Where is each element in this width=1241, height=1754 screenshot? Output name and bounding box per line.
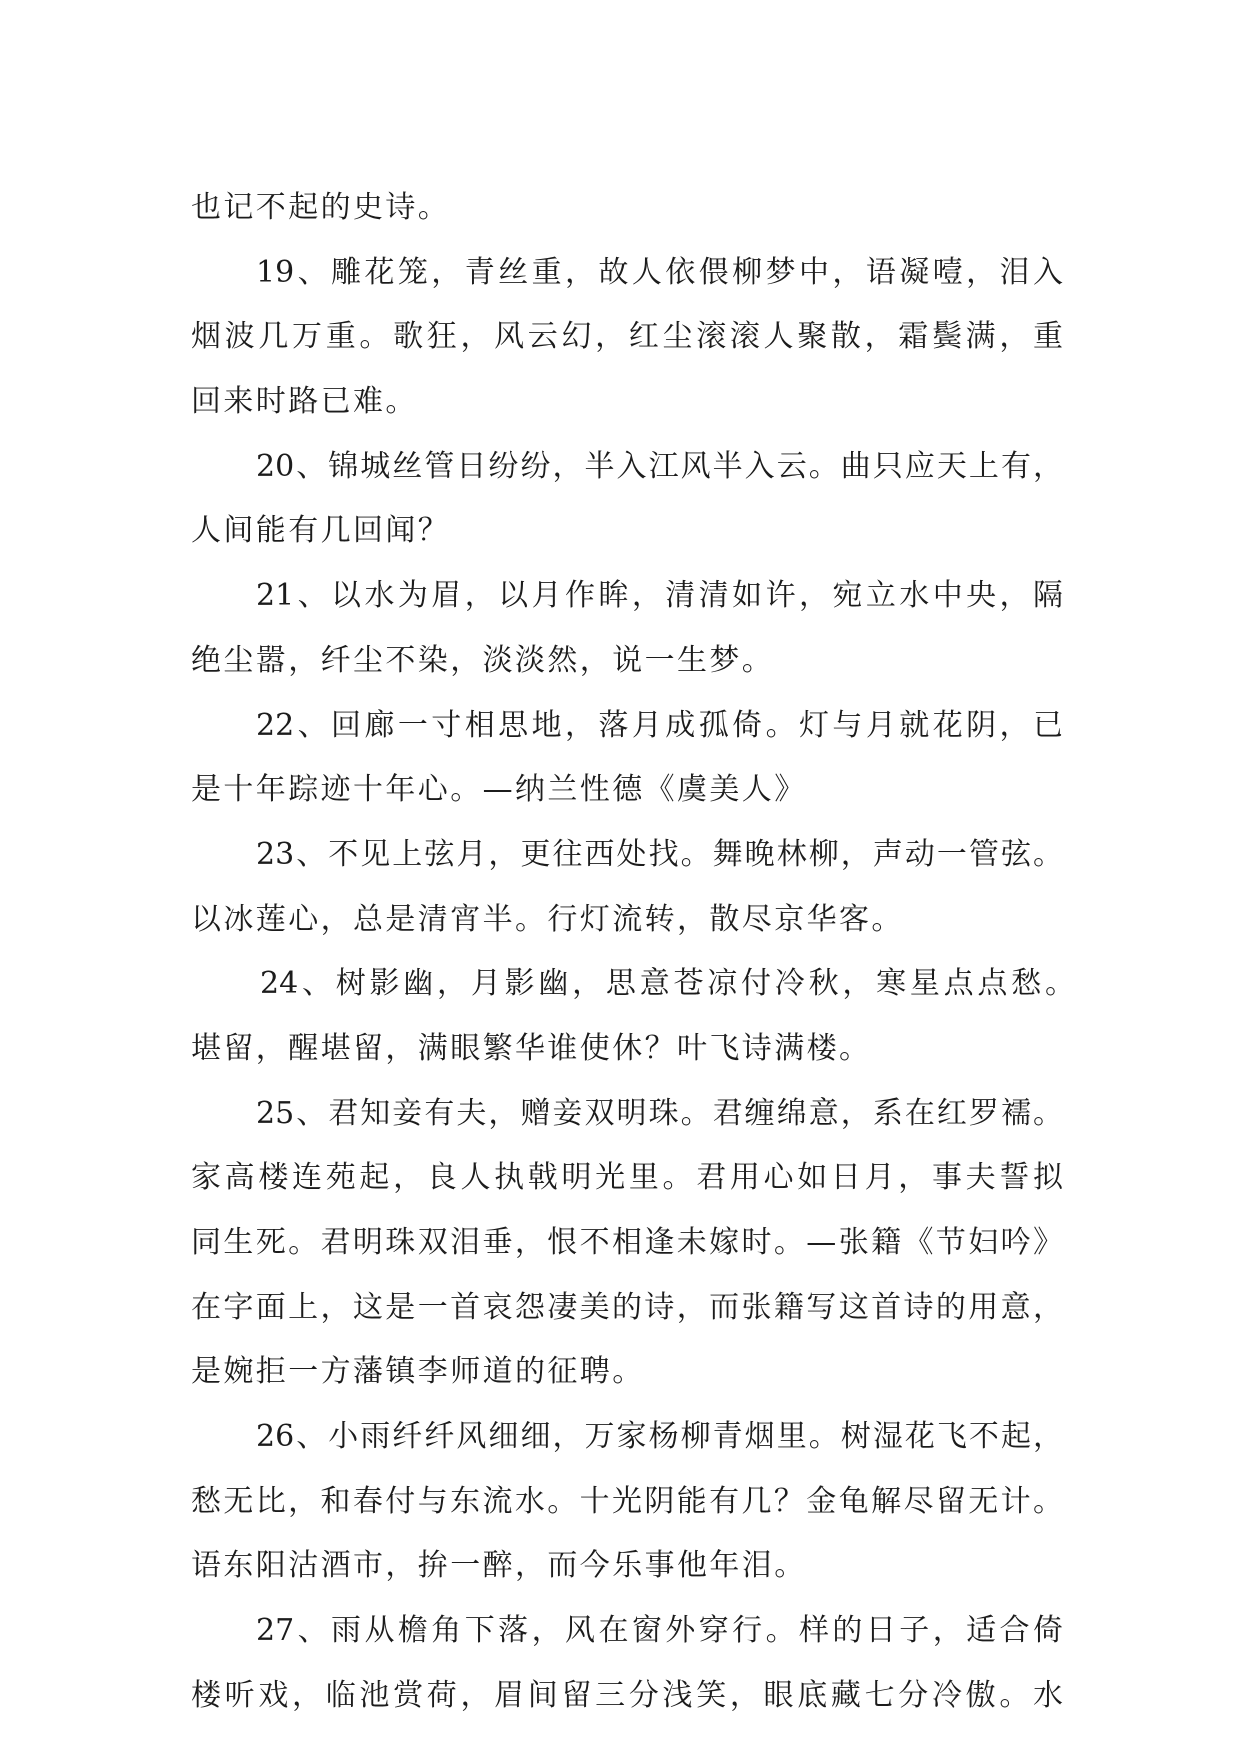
text-line: 26、小雨纤纤风细细，万家杨柳青烟里。树湿花飞不起， [256,1419,1063,1455]
text-line: 回来时路已难。 [191,384,418,420]
text-line: 23、不见上弦月，更往西处找。舞晚林柳，声动一管弦。 [256,836,1063,872]
text-line: 也记不起的史诗。 [191,190,451,225]
text-line: 语东阳沽酒市，拚一醉，而今乐事他年泪。 [191,1548,807,1584]
text-line: 25、君知妾有夫，赠妾双明珠。君缠绵意，系在红罗襦。 [256,1095,1063,1131]
text-line: 21、以水为眉，以月作眸，清清如许，宛立水中央，隔 [256,578,1063,614]
paragraph-24 [191,952,1075,1081]
paragraph-26 [191,1405,1063,1599]
paragraph-continued [191,176,1063,241]
text-line: 以冰莲心，总是清宵半。行灯流转，散尽京华客。 [191,901,904,937]
text-line: 在字面上，这是一首哀怨凄美的诗，而张籍写这首诗的用意， [191,1289,1063,1325]
paragraph-22 [191,694,1063,823]
text-line: 22、回廊一寸相思地，落月成孤倚。灯与月就花阴，已 [256,707,1063,743]
page-content [191,176,1075,1729]
text-line: 27、雨从檐角下落，风在窗外穿行。样的日子，适合倚 [256,1613,1063,1649]
text-line: 19、雕花笼，青丝重，故人依偎柳梦中，语凝噎，泪入 [256,254,1063,290]
paragraph-19 [191,241,1063,435]
text-line: 人间能有几回闻？ [191,513,451,549]
text-line: 家高楼连苑起，良人执戟明光里。君用心如日月，事夫誓拟 [191,1160,1063,1196]
text-line: 烟波几万重。歌狂，风云幻，红尘滚滚人聚散，霜鬓满，重 [191,319,1063,355]
text-line: 是婉拒一方藩镇李师道的征聘。 [191,1354,645,1390]
paragraph-21 [191,564,1063,693]
paragraph-25 [191,1082,1063,1405]
text-line: 20、锦城丝管日纷纷，半入江风半入云。曲只应天上有， [256,448,1063,484]
text-line: 同生死。君明珠双泪垂，恨不相逢未嫁时。—张籍《节妇吟》 [191,1225,1063,1260]
paragraph-27 [191,1599,1063,1728]
paragraph-20 [191,435,1063,564]
text-line: 是十年踪迹十年心。—纳兰性德《虞美人》 [191,772,807,808]
text-line: 堪留，醒堪留，满眼繁华谁使休？叶飞诗满楼。 [191,1030,872,1066]
text-line: 24、树影幽，月影幽，思意苍凉付冷秋，寒星点点愁。 [260,966,1075,1002]
text-line: 楼听戏，临池赏荷，眉间留三分浅笑，眼底藏七分冷傲。水 [191,1677,1063,1713]
text-line: 绝尘嚣，纤尘不染，淡淡然，说一生梦。 [191,642,775,678]
text-line: 愁无比，和春付与东流水。十光阴能有几？金龟解尽留无计。 [191,1483,1063,1519]
paragraph-23 [191,823,1063,952]
